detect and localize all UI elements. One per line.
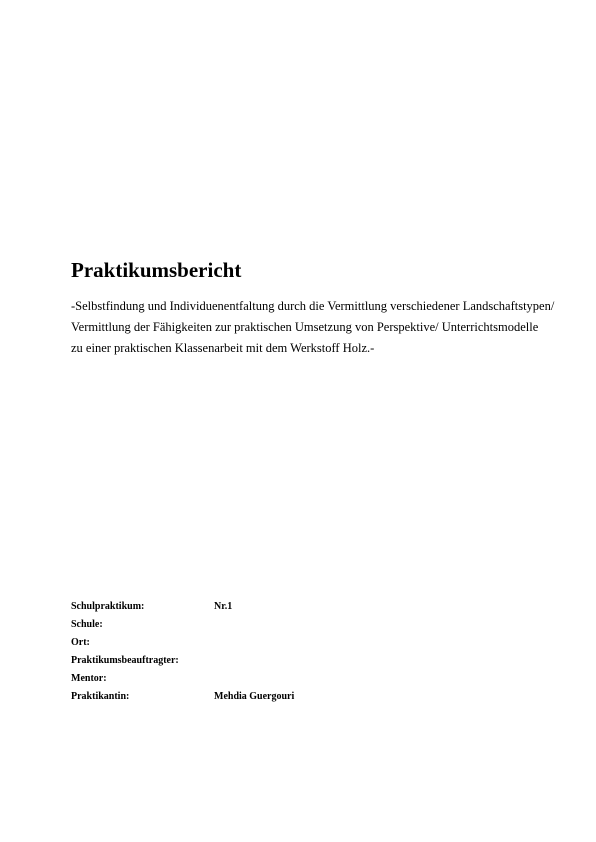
info-label: Schule: <box>71 619 103 630</box>
info-value: Nr.1 <box>214 601 233 612</box>
subtitle-line: -Selbstfindung und Individuenentfaltung durch die Vermittlung verschiedener Landschaftstypen/ <box>71 299 555 313</box>
info-label: Mentor: <box>71 673 107 684</box>
document-title: Praktikumsbericht <box>71 258 242 282</box>
info-value: Mehdia Guergouri <box>214 691 295 702</box>
document-subtitle <box>71 296 571 359</box>
subtitle-line: Vermittlung der Fähigkeiten zur praktischen Umsetzung von Perspektive/ Unterrichtsmodelle <box>71 320 539 334</box>
subtitle-line: zu einer praktischen Klassenarbeit mit dem Werkstoff Holz.- <box>71 341 375 355</box>
info-label: Schulpraktikum: <box>71 601 145 612</box>
info-label: Praktikantin: <box>71 691 130 702</box>
info-label: Ort: <box>71 637 90 648</box>
info-label: Praktikumsbeauftragter: <box>71 655 179 666</box>
